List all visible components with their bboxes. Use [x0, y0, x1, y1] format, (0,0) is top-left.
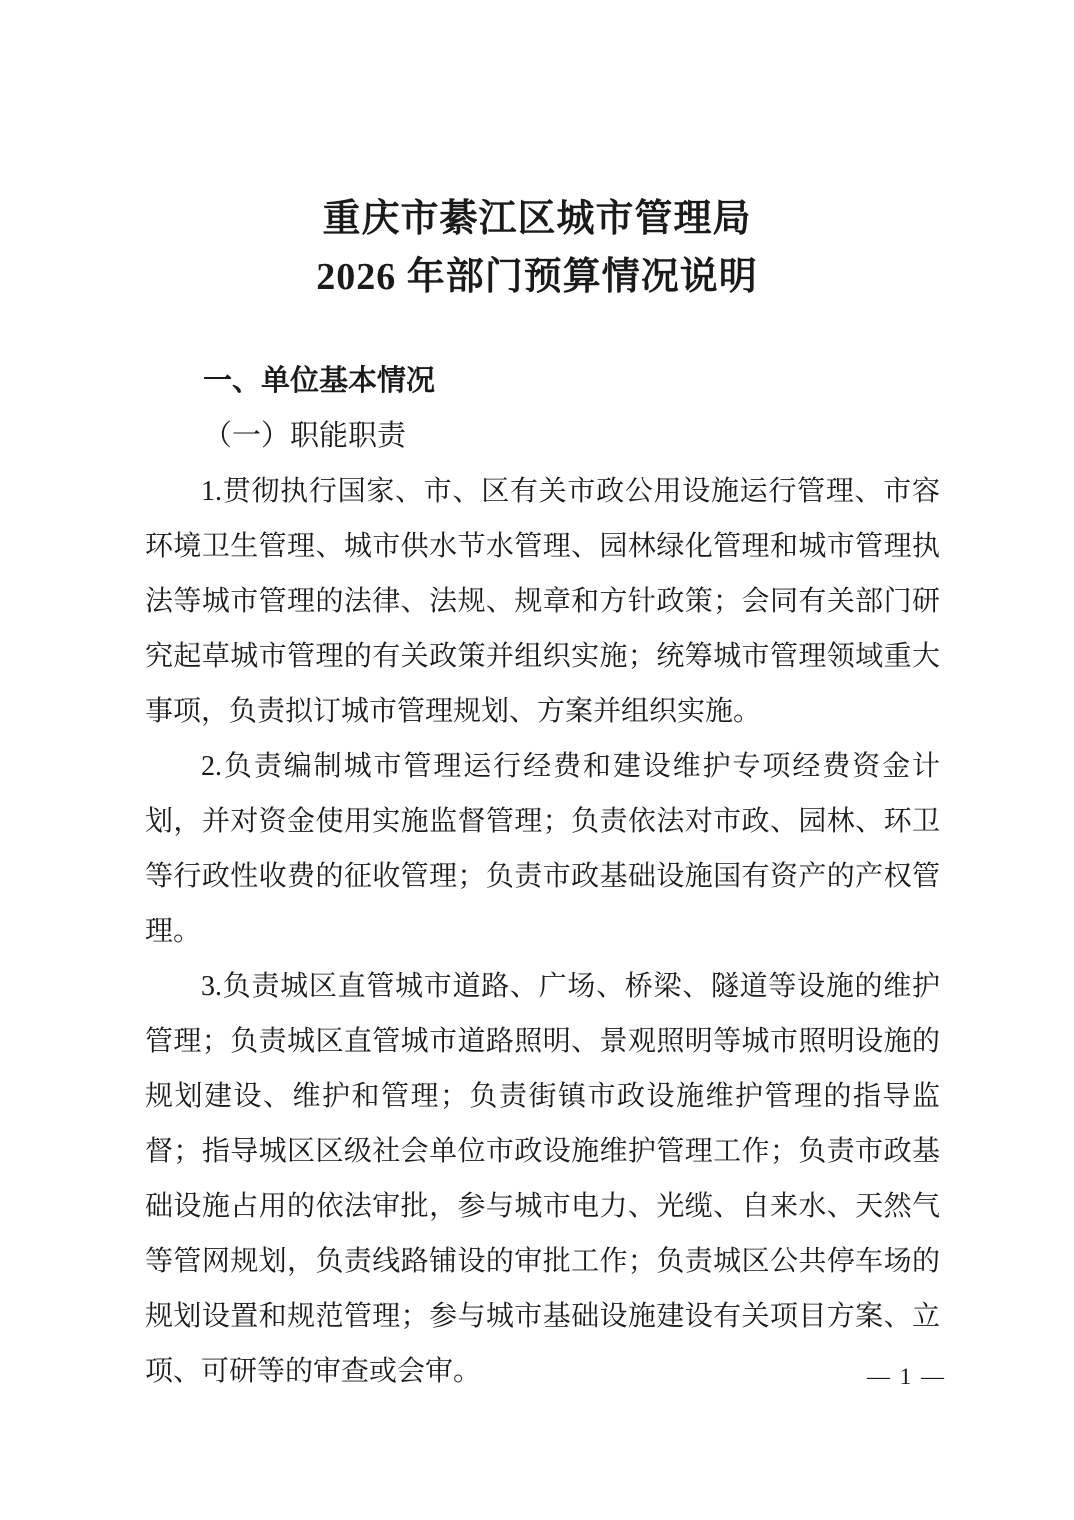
- body-paragraph-1: 1.贯彻执行国家、市、区有关市政公用设施运行管理、市容环境卫生管理、城市供水节水管理、园林绿化管理和城市管理执法等城市管理的法律、法规、规章和方针政策；会同有关部门研究起草城市管理的有关政策并组织实施；统筹城市管理领域重大事项，负责拟订城市管理规划、方案并组织实施。: [145, 476, 940, 727]
- subsection-heading-duties: （一）职能职责: [203, 420, 407, 452]
- body-paragraph-2: 2.负责编制城市管理运行经费和建设维护专项经费资金计划，并对资金使用实施监督管理；负责依法对市政、园林、环卫等行政性收费的征收管理；负责市政基础设施国有资产的产权管理。: [145, 751, 940, 947]
- document-title-line-1: 重庆市綦江区城市管理局: [322, 198, 752, 240]
- document-title: [0, 0, 1074, 306]
- page-number: — 1 —: [867, 1364, 946, 1389]
- section-heading-basic-info: 一、单位基本情况: [203, 365, 436, 397]
- document-title-line-2: 2026 年部门预算情况说明: [316, 256, 758, 298]
- body-paragraph-3: 3.负责城区直管城市道路、广场、桥梁、隧道等设施的维护管理；负责城区直管城市道路照明、景观照明等城市照明设施的规划建设、维护和管理；负责街镇市政设施维护管理的指导监督；指导城区区级社会单位市政设施维护管理工作；负责市政基础设施占用的依法审批，参与城市电力、光缆、自来水、天然气等管网规划，负责线路铺设的审批工作；负责城区公共停车场的规划设置和规范管理；参与城市基础设施建设有关项目方案、立项、可研等的审查或会审。: [145, 971, 940, 1387]
- document-body: [145, 354, 940, 1399]
